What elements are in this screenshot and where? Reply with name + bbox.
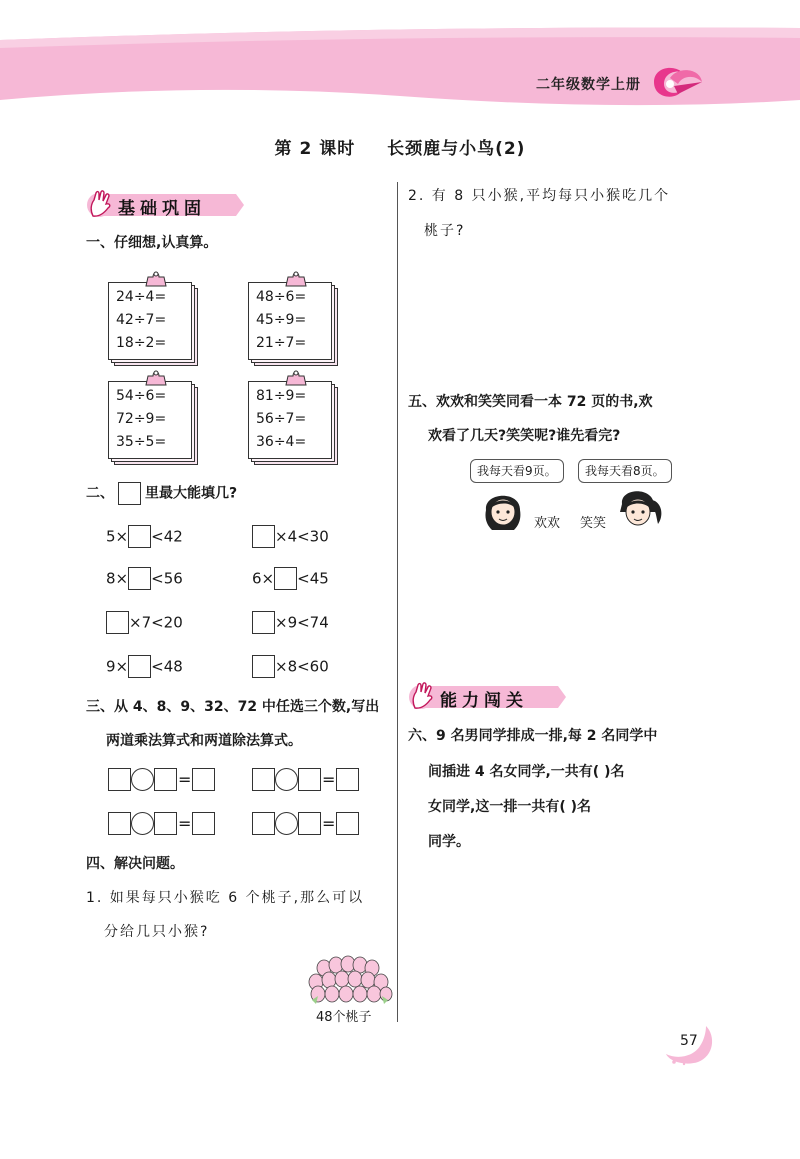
inequality-left: 6×: [252, 569, 275, 588]
q5-line1: 五、欢欢和笑笑同看一本 72 页的书,欢: [408, 394, 653, 410]
inequality-left: 8×: [106, 569, 129, 588]
q6-line4: 同学。: [428, 834, 470, 850]
q6-line2: 间插进 4 名女同学,一共有( )名: [428, 764, 625, 780]
answer-box[interactable]: [192, 812, 215, 835]
q2-prompt-suffix: 里最大能填几?: [145, 485, 238, 502]
calc-equation: 42÷7=: [116, 312, 167, 328]
answer-box[interactable]: [108, 812, 131, 835]
answer-box[interactable]: [336, 812, 359, 835]
answer-box[interactable]: [298, 812, 321, 835]
peach-pile-icon: [304, 952, 396, 1006]
answer-box[interactable]: [336, 768, 359, 791]
q1-prompt: 一、仔细想,认真算。: [86, 235, 218, 251]
q3-prompt-line1: 三、从 4、8、9、32、72 中任选三个数,写出: [86, 699, 380, 715]
q3-prompt-line2: 两道乘法算式和两道除法算式。: [106, 733, 302, 749]
equals-sign: =: [178, 813, 192, 833]
answer-box[interactable]: [252, 768, 275, 791]
answer-box[interactable]: [108, 768, 131, 791]
lesson-unit: 课时: [319, 139, 356, 159]
q2-prompt-prefix: 二、: [86, 485, 114, 502]
section-label-challenge: 能力闯关: [440, 691, 528, 711]
calc-equation: 56÷7=: [256, 411, 307, 427]
calc-equation: 48÷6=: [256, 289, 307, 305]
hand-icon: [88, 190, 114, 218]
clip-icon: [284, 266, 308, 288]
inequality-item: [252, 566, 329, 591]
answer-box[interactable]: [252, 611, 275, 634]
lesson-name: 长颈鹿与小鸟(2): [387, 139, 526, 159]
girl-xiaoxiao-icon: [612, 482, 664, 532]
book-title: 二年级数学上册: [536, 77, 641, 93]
q6-line1: 六、9 名男同学排成一排,每 2 名同学中: [408, 728, 658, 744]
q2-prompt: [86, 482, 237, 505]
publisher-logo-icon: [648, 60, 706, 104]
girl-huanhuan-icon: [480, 484, 526, 532]
q4-problem1-line1: 1. 如果每只小猴吃 6 个桃子,那么可以: [86, 890, 365, 906]
clip-icon: [284, 365, 308, 387]
inequality-item: [252, 524, 329, 549]
calc-card: [108, 282, 198, 366]
answer-box[interactable]: [106, 611, 129, 634]
speech-bubble-left: 我每天看9页。: [470, 459, 564, 483]
q4-problem2-line2: 桃子?: [424, 223, 466, 239]
clip-icon: [144, 365, 168, 387]
inequality-item: [106, 524, 183, 549]
speech-bubble-right: 我每天看8页。: [578, 459, 672, 483]
operator-circle[interactable]: [275, 768, 298, 791]
answer-box[interactable]: [252, 655, 275, 678]
inequality-right: ×7<20: [129, 613, 183, 632]
answer-box[interactable]: [128, 567, 151, 590]
equals-sign: =: [322, 813, 336, 833]
page-number: 57: [680, 1033, 698, 1049]
q4-problem2-line1: 2. 有 8 只小猴,平均每只小猴吃几个: [408, 188, 671, 204]
operator-circle[interactable]: [131, 812, 154, 835]
answer-box[interactable]: [128, 655, 151, 678]
answer-box: [118, 482, 141, 505]
calc-card: [248, 282, 338, 366]
hand-icon: [410, 682, 436, 710]
inequality-item: [106, 654, 183, 679]
equation-template: [252, 810, 359, 837]
inequality-left: 5×: [106, 527, 129, 546]
calc-equation: 21÷7=: [256, 335, 307, 351]
inequality-left: 9×: [106, 657, 129, 676]
q5-line2: 欢看了几天?笑笑呢?谁先看完?: [428, 428, 621, 444]
answer-box[interactable]: [128, 525, 151, 548]
section-badge-challenge: [408, 684, 568, 710]
equals-sign: =: [322, 769, 336, 789]
q4-prompt: 四、解决问题。: [86, 856, 184, 872]
inequality-right: ×4<30: [275, 527, 329, 546]
equation-template: [108, 766, 215, 793]
answer-box[interactable]: [154, 768, 177, 791]
section-label-basic: 基础巩固: [118, 199, 206, 219]
name-huanhuan: 欢欢: [534, 516, 561, 531]
calc-equation: 45÷9=: [256, 312, 307, 328]
inequality-right: <56: [151, 569, 183, 588]
calc-equation: 72÷9=: [116, 411, 167, 427]
peach-caption: 48个桃子: [316, 1010, 372, 1025]
calc-equation: 18÷2=: [116, 335, 167, 351]
answer-box[interactable]: [252, 812, 275, 835]
equation-template: [252, 766, 359, 793]
answer-box[interactable]: [192, 768, 215, 791]
inequality-right: <45: [297, 569, 329, 588]
section-badge-basic: [86, 192, 246, 218]
lesson-title: [0, 134, 800, 159]
inequality-right: ×9<74: [275, 613, 329, 632]
inequality-item: [106, 610, 183, 635]
lesson-number: 2: [299, 139, 313, 159]
equals-sign: =: [178, 769, 192, 789]
answer-box[interactable]: [154, 812, 177, 835]
operator-circle[interactable]: [275, 812, 298, 835]
name-xiaoxiao: 笑笑: [580, 516, 607, 531]
inequality-right: ×8<60: [275, 657, 329, 676]
inequality-right: <42: [151, 527, 183, 546]
inequality-item: [252, 654, 329, 679]
calc-equation: 81÷9=: [256, 388, 307, 404]
answer-box[interactable]: [298, 768, 321, 791]
calc-equation: 24÷4=: [116, 289, 167, 305]
operator-circle[interactable]: [131, 768, 154, 791]
inequality-right: <48: [151, 657, 183, 676]
calc-equation: 36÷4=: [256, 434, 307, 450]
q4-problem1-line2: 分给几只小猴?: [104, 924, 210, 940]
lesson-number-label: 第: [274, 139, 293, 159]
calc-card: [108, 381, 198, 465]
q6-line3: 女同学,这一排一共有( )名: [428, 799, 591, 815]
column-divider: [397, 182, 398, 1022]
calc-card: [248, 381, 338, 465]
calc-equation: 35÷5=: [116, 434, 167, 450]
answer-box[interactable]: [252, 525, 275, 548]
inequality-item: [106, 566, 183, 591]
inequality-item: [252, 610, 329, 635]
equation-template: [108, 810, 215, 837]
clip-icon: [144, 266, 168, 288]
calc-equation: 54÷6=: [116, 388, 167, 404]
answer-box[interactable]: [274, 567, 297, 590]
